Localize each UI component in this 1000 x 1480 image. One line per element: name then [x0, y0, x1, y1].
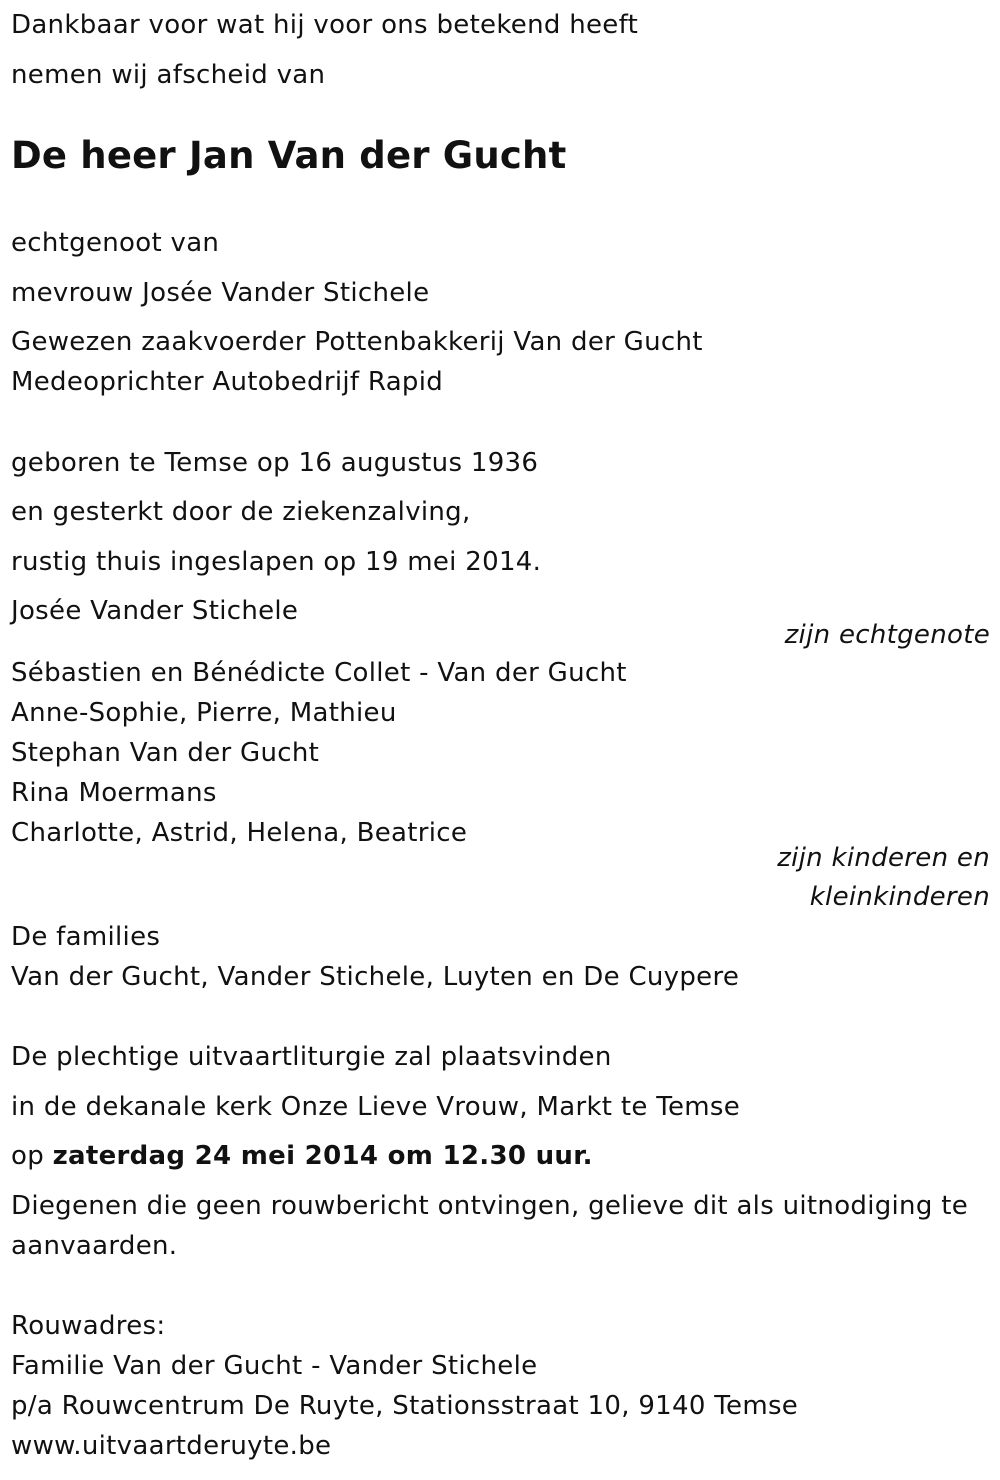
families-label: De families — [11, 922, 161, 952]
website-link[interactable]: www.uitvaartderuyte.be — [11, 1431, 332, 1461]
mourner-child-line: Rina Moermans — [11, 778, 217, 808]
career-line: Medeoprichter Autobedrijf Rapid — [11, 367, 444, 397]
mourner-child-line: Stephan Van der Gucht — [11, 738, 320, 768]
intro-line-1: Dankbaar voor wat hij voor ons betekend heeft — [11, 10, 639, 40]
service-date: zaterdag 24 mei 2014 om 12.30 uur. — [52, 1141, 593, 1171]
spouse-intro: echtgenoot van — [11, 228, 220, 258]
mourner-child-line: Anne-Sophie, Pierre, Mathieu — [11, 698, 397, 728]
address-line: Familie Van der Gucht - Vander Stichele — [11, 1351, 538, 1381]
deceased-name: De heer Jan Van der Gucht — [11, 134, 567, 177]
service-location: in de dekanale kerk Onze Lieve Vrouw, Markt te Temse — [11, 1092, 741, 1122]
families-names: Van der Gucht, Vander Stichele, Luyten en De Cuypere — [11, 962, 740, 992]
mourner-child-line: Sébastien en Bénédicte Collet - Van der Gucht — [11, 658, 627, 688]
mourner-children-role: zijn kinderen en — [777, 843, 990, 873]
mourner-child-line: Charlotte, Astrid, Helena, Beatrice — [11, 818, 468, 848]
service-date-line — [11, 1143, 593, 1169]
spouse-name: mevrouw Josée Vander Stichele — [11, 278, 430, 308]
address-line: p/a Rouwcentrum De Ruyte, Stationsstraat 10, 9140 Temse — [11, 1391, 799, 1421]
birth-line: geboren te Temse op 16 augustus 1936 — [11, 448, 539, 478]
death-line: rustig thuis ingeslapen op 19 mei 2014. — [11, 547, 542, 577]
invitation-line: Diegenen die geen rouwbericht ontvingen, gelieve dit als uitnodiging te — [11, 1191, 968, 1221]
address-label: Rouwadres: — [11, 1311, 166, 1341]
service-line: De plechtige uitvaartliturgie zal plaatsvinden — [11, 1042, 612, 1072]
sacrament-line: en gesterkt door de ziekenzalving, — [11, 497, 471, 527]
mourner-spouse-name: Josée Vander Stichele — [11, 596, 299, 626]
intro-line-2: nemen wij afscheid van — [11, 60, 326, 90]
service-date-prefix: op — [11, 1141, 53, 1171]
mourner-children-role: kleinkinderen — [809, 882, 990, 912]
mourner-spouse-role: zijn echtgenote — [784, 620, 990, 650]
invitation-line: aanvaarden. — [11, 1231, 178, 1261]
career-line: Gewezen zaakvoerder Pottenbakkerij Van der Gucht — [11, 327, 703, 357]
